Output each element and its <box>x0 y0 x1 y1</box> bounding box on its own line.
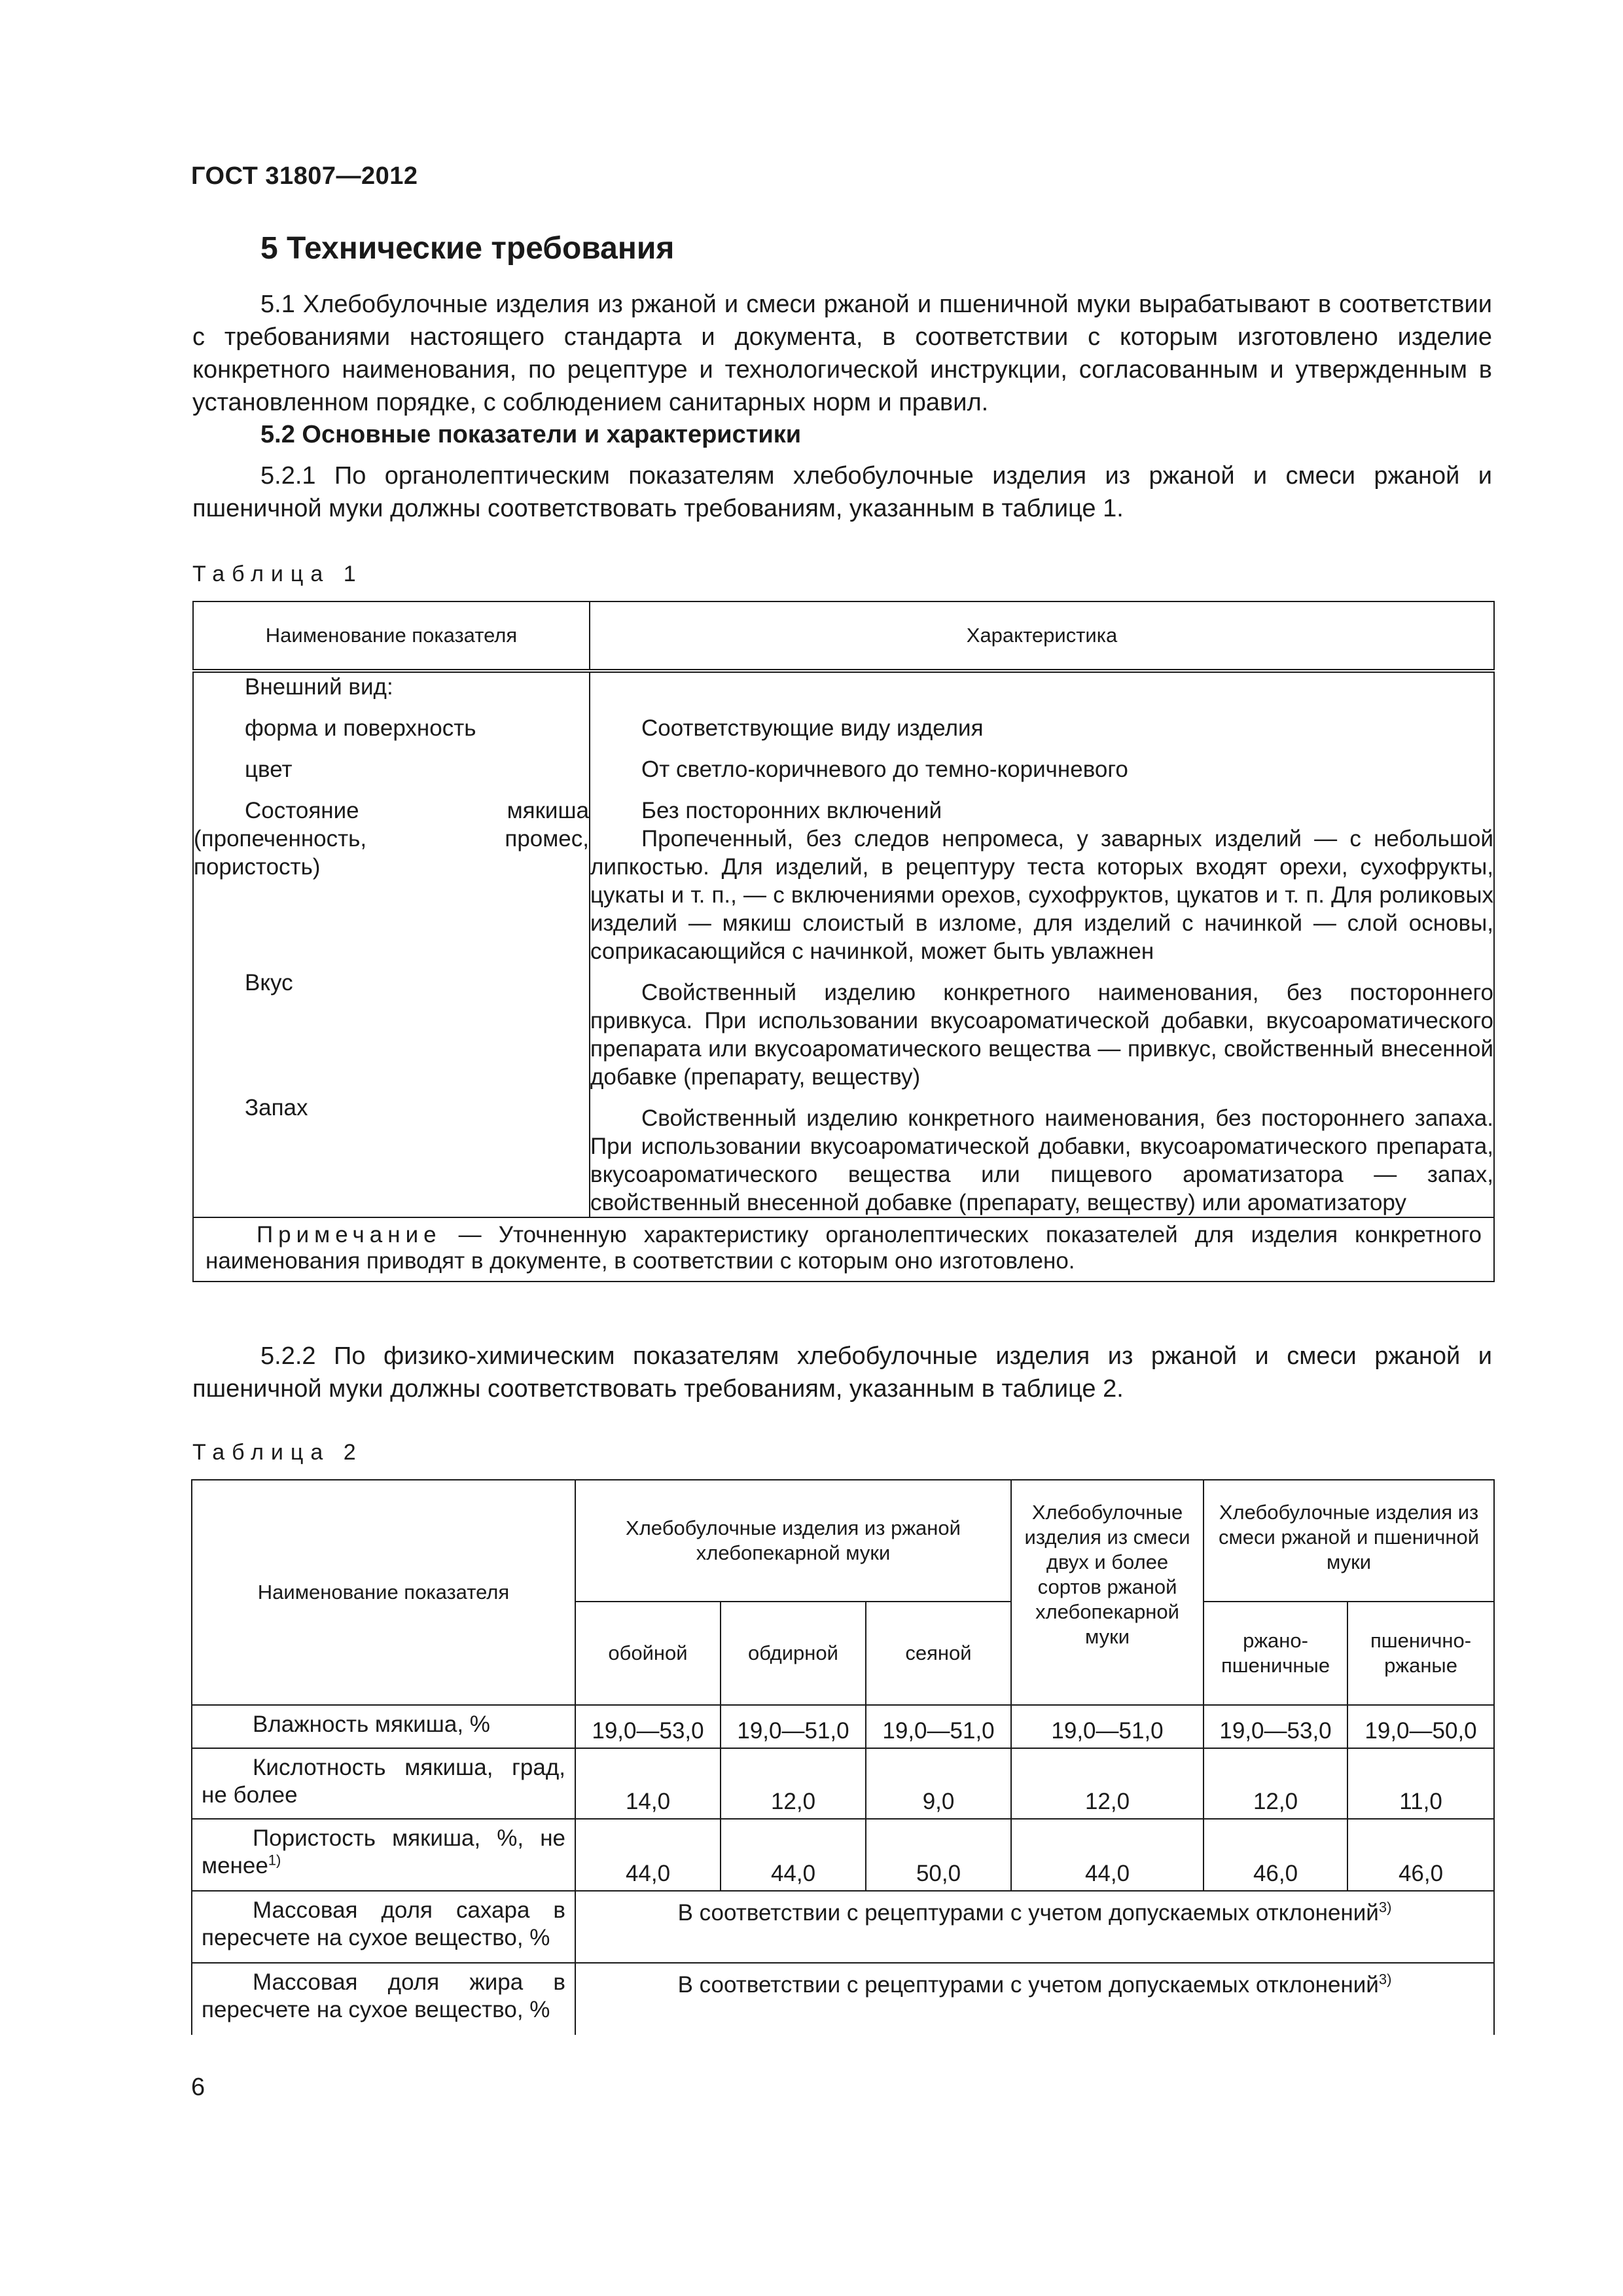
note-text: — Уточненную характеристику органолептических показателей для изделия конкретного наименования приводят в документе, в соответствии с которым оно изготовлено. <box>205 1222 1482 1274</box>
characteristic-taste: Свойственный изделию конкретного наименования, без постороннего привкуса. При использовании вкусоароматической добавки, вкусоароматического препарата или вкусоароматического вещества — привкус, свойственный внесенной добавке (препарату, веществу) <box>590 980 1493 1090</box>
page-number: 6 <box>191 2073 205 2101</box>
characteristic-color: От светло-коричневого до темно-коричневого <box>641 757 1128 782</box>
paragraph-5-2-1: 5.2.1 По органолептическим показателям хлебобулочные изделия из ржаной и смеси ржаной и пшеничной муки должны соответствовать требованиям, указанным в таблице 1. <box>192 462 1492 522</box>
characteristic-crumb: Пропеченный, без следов непромеса, у заварных изделий — с небольшой липкостью. Для изделий, в рецептуру теста которых входят орехи, сухофрукты, цукаты и т. п., — с включениями орехов, сухофруктов, цукатов и т. п. Для роликовых изделий — мякиш слоистый в изломе, для изделий с начинкой — слой основы, соприкасающийся с начинкой, может быть увлажнен <box>590 826 1493 964</box>
cell: 46,0 <box>1347 1819 1494 1891</box>
table-1-body-row <box>193 671 1494 1217</box>
cell: 19,0—53,0 <box>575 1705 721 1748</box>
cell: 19,0—51,0 <box>866 1705 1011 1748</box>
table-2-sub-wheat-rye: пшенично-ржаные <box>1347 1602 1494 1705</box>
row-porosity-label: Пористость мякиша, %, не менее$^{1)}$ <box>192 1819 575 1891</box>
cell: 19,0—51,0 <box>721 1705 866 1748</box>
cell: 44,0 <box>1011 1819 1204 1891</box>
cell: 14,0 <box>575 1748 721 1819</box>
table-2-sub-wholemeal: обойной <box>575 1602 721 1705</box>
cell: 19,0—51,0 <box>1011 1705 1204 1748</box>
subsection-heading-5-2: 5.2 Основные показатели и характеристики <box>260 421 802 448</box>
table-2-row-sugar <box>192 1891 1494 1963</box>
indicator-appearance: Внешний вид: <box>245 674 393 700</box>
cell: 12,0 <box>721 1748 866 1819</box>
table-2-header-row-1 <box>192 1480 1494 1602</box>
cell: 19,0—50,0 <box>1347 1705 1494 1748</box>
cell: 44,0 <box>721 1819 866 1891</box>
cell: 12,0 <box>1011 1748 1204 1819</box>
table-1 <box>192 601 1495 1282</box>
table-1-header-row <box>193 601 1494 671</box>
table-2 <box>191 1479 1495 2035</box>
indicator-taste: Вкус <box>245 970 293 996</box>
row-acidity-label: Кислотность мякиша, град, не более <box>192 1748 575 1819</box>
table-1-indicator-column <box>193 671 590 1217</box>
cell: 44,0 <box>575 1819 721 1891</box>
table-1-note <box>193 1217 1494 1282</box>
table-2-sub-sifted: сеяной <box>866 1602 1011 1705</box>
section-title: 5 Технические требования <box>260 231 675 266</box>
characteristic-shape: Соответствующие виду изделия <box>641 715 984 741</box>
table-2-header-two-sorts: Хлебобулочные изделия из смеси двух и более сортов ржаной хлебопекарной муки <box>1011 1480 1204 1705</box>
indicator-color: цвет <box>245 757 293 782</box>
row-fat-value: В соответствии с рецептурами с учетом допускаемых отклонений$^{3)}$ <box>575 1963 1494 2035</box>
table-2-sub-rye-wheat: ржано-пшеничные <box>1204 1602 1347 1705</box>
characteristic-smell: Свойственный изделию конкретного наименования, без постороннего запаха. При использовании вкусоароматической добавки, вкусоароматического препарата, вкусоароматического вещества или пищевого ароматизатора — запах, свойственный внесенной добавке (препарату, веществу) или ароматизатору <box>590 1105 1493 1215</box>
cell: 46,0 <box>1204 1819 1347 1891</box>
table-2-header-name: Наименование показателя <box>192 1480 575 1705</box>
indicator-shape: форма и поверхность <box>245 715 476 741</box>
note-label: Примечание <box>257 1222 442 1247</box>
table-2-row-fat <box>192 1963 1494 2035</box>
paragraph-5-2-2: 5.2.2 По физико-химическим показателям хлебобулочные изделия из ржаной и смеси ржаной и пшеничной муки должны соответствовать требованиям, указанным в таблице 2. <box>192 1342 1492 1403</box>
table-2-row-acidity <box>192 1748 1494 1819</box>
table-2-caption: Таблица 2 <box>192 1440 363 1465</box>
table-1-header-name: Наименование показателя <box>193 601 590 671</box>
row-fat-label: Массовая доля жира в пересчете на сухое вещество, % <box>192 1963 575 2035</box>
table-2-row-porosity <box>192 1819 1494 1891</box>
cell: 50,0 <box>866 1819 1011 1891</box>
paragraph-5-1: 5.1 Хлебобулочные изделия из ржаной и смеси ржаной и пшеничной муки вырабатывают в соответствии с требованиями настоящего стандарта и документа, в соответствии с которым изготовлено изделие конкретного наименования, по рецептуре и технологической инструкции, согласованным и утвержденным в установленном порядке, с соблюдением санитарных норм и правил. <box>192 291 1492 416</box>
table-2-header-rye: Хлебобулочные изделия из ржаной хлебопекарной муки <box>575 1480 1011 1602</box>
document-code: ГОСТ 31807—2012 <box>191 162 418 190</box>
table-2-row-moisture <box>192 1705 1494 1748</box>
table-1-header-characteristic: Характеристика <box>590 601 1494 671</box>
row-sugar-value: В соответствии с рецептурами с учетом допускаемых отклонений$^{3)}$ <box>575 1891 1494 1963</box>
cell: 9,0 <box>866 1748 1011 1819</box>
table-2-header-mix: Хлебобулочные изделия из смеси ржаной и пшеничной муки <box>1204 1480 1494 1602</box>
indicator-smell: Запах <box>245 1095 308 1121</box>
cell: 19,0—53,0 <box>1204 1705 1347 1748</box>
table-2-sub-peeled: обдирной <box>721 1602 866 1705</box>
characteristic-inclusions: Без посторонних включений <box>641 798 942 823</box>
indicator-crumb: Состояние мякиша (пропеченность, промес, пористость) <box>194 798 589 880</box>
cell: 11,0 <box>1347 1748 1494 1819</box>
row-moisture-label: Влажность мякиша, % <box>192 1705 575 1748</box>
row-sugar-label: Массовая доля сахара в пересчете на сухое вещество, % <box>192 1891 575 1963</box>
cell: 12,0 <box>1204 1748 1347 1819</box>
table-1-caption: Таблица 1 <box>192 562 363 586</box>
table-1-characteristic-column <box>590 671 1494 1217</box>
table-1-note-row <box>193 1217 1494 1282</box>
